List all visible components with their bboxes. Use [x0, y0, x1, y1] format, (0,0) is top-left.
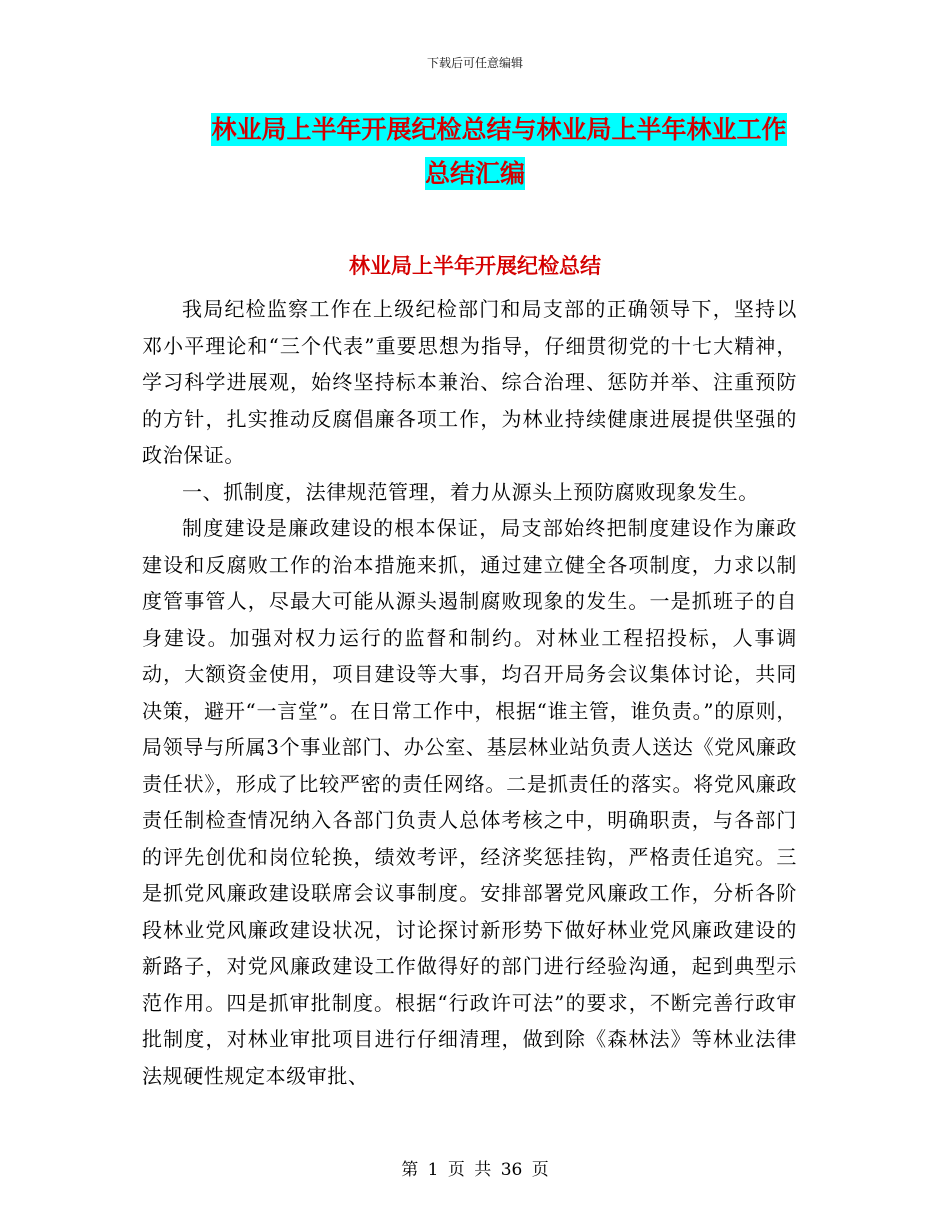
document-title-text-2: 总结汇编	[424, 159, 525, 188]
section-title: 林业局上半年开展纪检总结	[349, 254, 601, 278]
page-footer: 第 1 页 共 36 页	[401, 1160, 549, 1180]
document-title-line-1	[24, 112, 950, 148]
paragraph-heading-1: 一、抓制度，法律规范管理，着力从源头上预防腐败现象发生。	[182, 479, 759, 504]
body-text	[142, 291, 797, 1094]
document-title-text-1: 林业局上半年开展纪检总结与林业局上半年林业工作	[211, 115, 787, 144]
document-title-line-2	[0, 156, 950, 192]
header-note: 下载后可任意编辑	[426, 56, 523, 70]
paragraph-intro: 我局纪检监察工作在上级纪检部门和局支部的正确领导下，坚持以邓小平理论和“三个代表”重要思想为指导，仔细贯彻党的十七大精神，学习科学进展观，始终坚持标本兼治、综合治理、惩防并举、注重预防的方针，扎实推动反腐倡廉各项工作，为林业持续健康进展提供坚强的政治保证。	[142, 297, 797, 467]
paragraph-system-building: 制度建设是廉政建设的根本保证，局支部始终把制度建设作为廉政建设和反腐败工作的治本措施来抓，通过建立健全各项制度，力求以制度管事管人，尽最大可能从源头遏制腐败现象的发生。一是抓班子的自身建设。加强对权力运行的监督和制约。对林业工程招投标，人事调动，大额资金使用，项目建设等大事，均召开局务会议集体讨论，共同决策，避开“一言堂”。在日常工作中，根据“谁主管，谁负责。”的原则，局领导与所属3个事业部门、办公室、基层林业站负责人送达《党风廉政责任状》，形成了比较严密的责任网络。二是抓责任的落实。将党风廉政责任制检查情况纳入各部门负责人总体考核之中，明确职责，与各部门的评先创优和岗位轮换，绩效考评，经济奖惩挂钩，严格责任追究。三是抓党风廉政建设联席会议事制度。安排部署党风廉政工作，分析各阶段林业党风廉政建设状况，讨论探讨新形势下做好林业党风廉政建设的新路子，对党风廉政建设工作做得好的部门进行经验沟通，起到典型示范作用。四是抓审批制度。根据“行政许可法”的要求，不断完善行政审批制度，对林业审批项目进行仔细清理，做到除《森林法》等林业法律法规硬性规定本级审批、	[142, 516, 797, 1088]
